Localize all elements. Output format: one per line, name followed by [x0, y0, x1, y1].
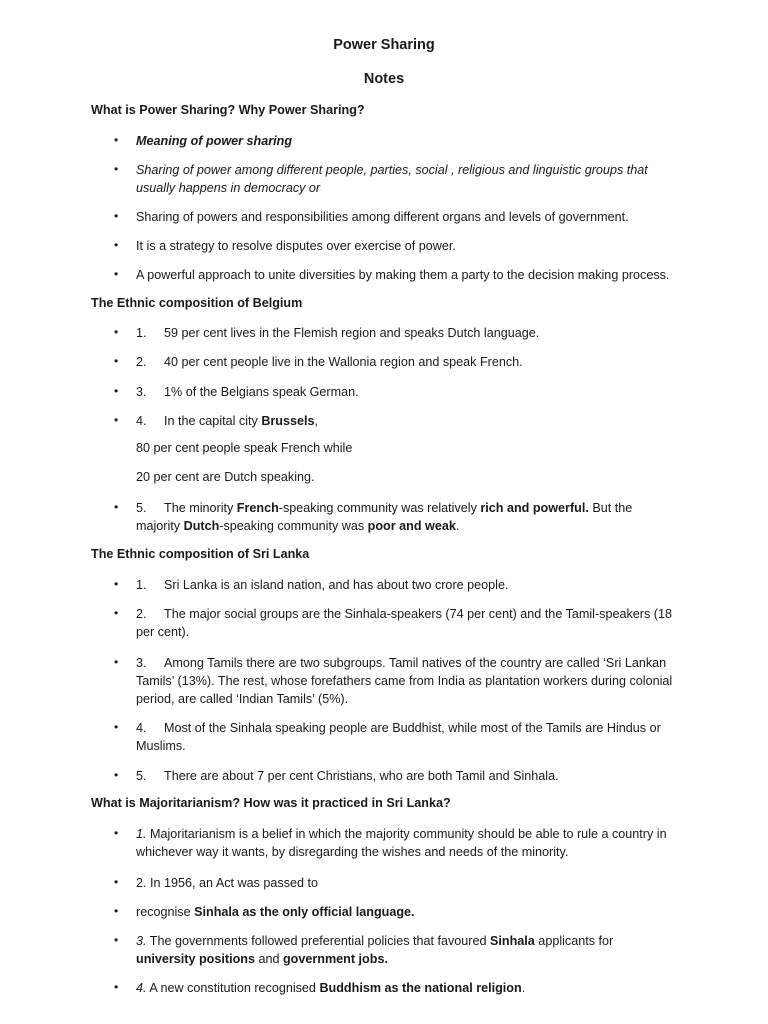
list-item: Meaning of power sharing — [136, 134, 293, 148]
bullet-icon: • — [114, 606, 119, 620]
list-item: 1. 59 per cent lives in the Flemish region and speaks Dutch language. — [136, 326, 540, 340]
paragraph-text: 80 per cent people speak French while — [136, 441, 353, 455]
bullet-icon: • — [114, 875, 119, 889]
list-item: Sharing of power among different people, parties, social , religious and linguistic groups that usually happens in democracy or — [136, 163, 648, 195]
bullet-icon: • — [114, 768, 119, 782]
bullet-icon: • — [114, 980, 119, 994]
list-item: 3. Among Tamils there are two subgroups. Tamil natives of the country are called ‘Sri Lankan Tamils’ (13%). The rest, whose forefathers came from India as plantation workers during colonial period, are called ‘Indian Tamils’ (5%). — [136, 656, 673, 706]
list-item: A powerful approach to unite diversities by making them a party to the decision making process. — [136, 268, 670, 282]
list-item: 1. Sri Lanka is an island nation, and has about two crore people. — [136, 578, 509, 592]
bullet-icon: • — [114, 933, 119, 947]
bullet-icon: • — [114, 238, 119, 252]
bullet-icon: • — [114, 826, 119, 840]
list-item: 2. In 1956, an Act was passed to — [136, 876, 319, 890]
list-item: 5. There are about 7 per cent Christians, who are both Tamil and Sinhala. — [136, 769, 559, 783]
list-item: 3. 1% of the Belgians speak German. — [136, 385, 359, 399]
bullet-icon: • — [114, 500, 119, 514]
bullet-icon: • — [114, 655, 119, 669]
bullet-icon: • — [114, 325, 119, 339]
list-item: 4. Most of the Sinhala speaking people are Buddhist, while most of the Tamils are Hindus or Muslims. — [136, 721, 661, 753]
bullet-icon: • — [114, 413, 119, 427]
list-item: 5. The minority French-speaking community was relatively rich and powerful. But the majority Dutch-speaking community was poor and weak. — [136, 501, 633, 533]
list-item: 4. A new constitution recognised Buddhism as the national religion. — [136, 981, 526, 995]
document-subtitle: Notes — [363, 71, 405, 87]
list-item: 2. The major social groups are the Sinhala-speakers (74 per cent) and the Tamil-speakers (18 per cent). — [136, 607, 672, 639]
list-item: recognise Sinhala as the only official language. — [136, 905, 415, 919]
bullet-icon: • — [114, 720, 119, 734]
document-title: Power Sharing — [333, 37, 435, 53]
list-item: 2. 40 per cent people live in the Wallonia region and speak French. — [136, 355, 523, 369]
bullet-icon: • — [114, 384, 119, 398]
list-item: Sharing of powers and responsibilities among different organs and levels of government. — [136, 210, 629, 224]
list-item: It is a strategy to resolve disputes over exercise of power. — [136, 239, 456, 253]
bullet-icon: • — [114, 162, 119, 176]
bullet-icon: • — [114, 904, 119, 918]
list-item: 4. In the capital city Brussels, — [136, 414, 319, 428]
section-heading-sri-lanka: The Ethnic composition of Sri Lanka — [91, 547, 310, 561]
section-heading-belgium: The Ethnic composition of Belgium — [91, 296, 303, 310]
bullet-icon: • — [114, 267, 119, 281]
bullet-icon: • — [114, 133, 119, 147]
section-heading-power-sharing: What is Power Sharing? Why Power Sharing? — [91, 103, 365, 117]
section-heading-majoritarianism: What is Majoritarianism? How was it practiced in Sri Lanka? — [91, 796, 451, 810]
bullet-icon: • — [114, 577, 119, 591]
bullet-icon: • — [114, 354, 119, 368]
list-item: 1. Majoritarianism is a belief in which the majority community should be able to rule a country in whichever way it wants, by disregarding the wishes and needs of the minority. — [136, 827, 667, 859]
bullet-icon: • — [114, 209, 119, 223]
list-item: 3. The governments followed preferential policies that favoured Sinhala applicants for university positions and government jobs. — [136, 934, 614, 966]
paragraph-text: 20 per cent are Dutch speaking. — [136, 470, 315, 484]
